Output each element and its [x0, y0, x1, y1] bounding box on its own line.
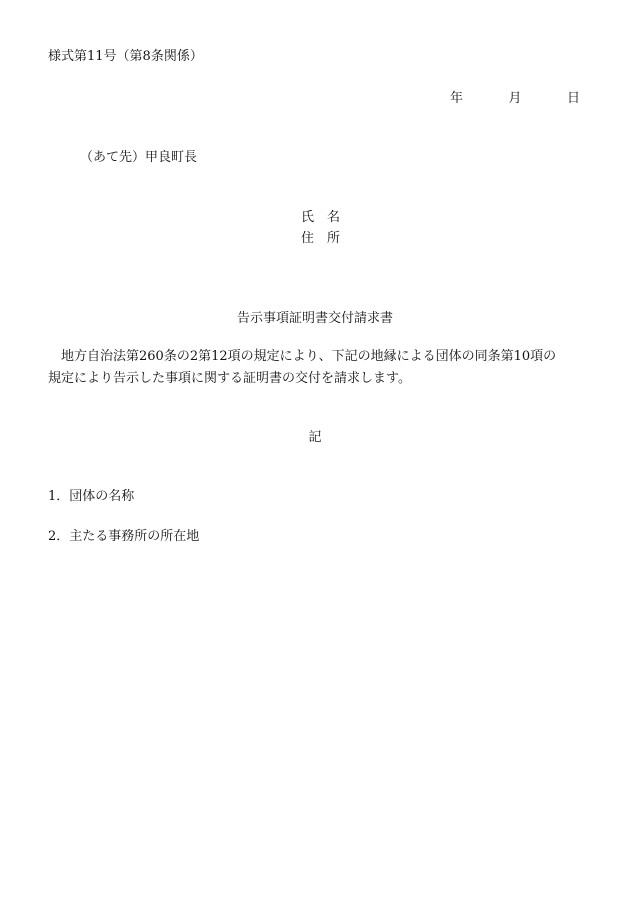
- request-body: [48, 346, 584, 390]
- name-label-char1: 氏: [301, 210, 315, 225]
- month-label: 月: [508, 91, 522, 106]
- list-item: 1．団体の名称: [48, 489, 135, 504]
- address-label-char2: 所: [327, 231, 341, 246]
- document-title: 告示事項証明書交付請求書: [236, 311, 393, 326]
- day-label: 日: [566, 91, 580, 106]
- applicant-block: [301, 207, 340, 249]
- applicant-address-row: [301, 228, 340, 249]
- addressee: （あて先）甲良町長: [80, 150, 198, 165]
- ki-heading: 記: [308, 430, 322, 445]
- name-label-char2: 名: [327, 210, 341, 225]
- body-line-1: [48, 346, 584, 368]
- body-line-1-text: 地方自治法第260条の2第12項の規定により、下記の地縁による団体の同条第10項の: [61, 349, 557, 364]
- date-line: [450, 91, 580, 107]
- list-item: 2．主たる事務所の所在地: [48, 529, 200, 544]
- year-label: 年: [450, 91, 464, 106]
- form-number: 様式第11号（第8条関係）: [48, 49, 203, 64]
- address-label-char1: 住: [301, 231, 315, 246]
- body-line-2: 規定により告示した事項に関する証明書の交付を請求します。: [48, 371, 411, 386]
- applicant-name-row: [301, 207, 340, 228]
